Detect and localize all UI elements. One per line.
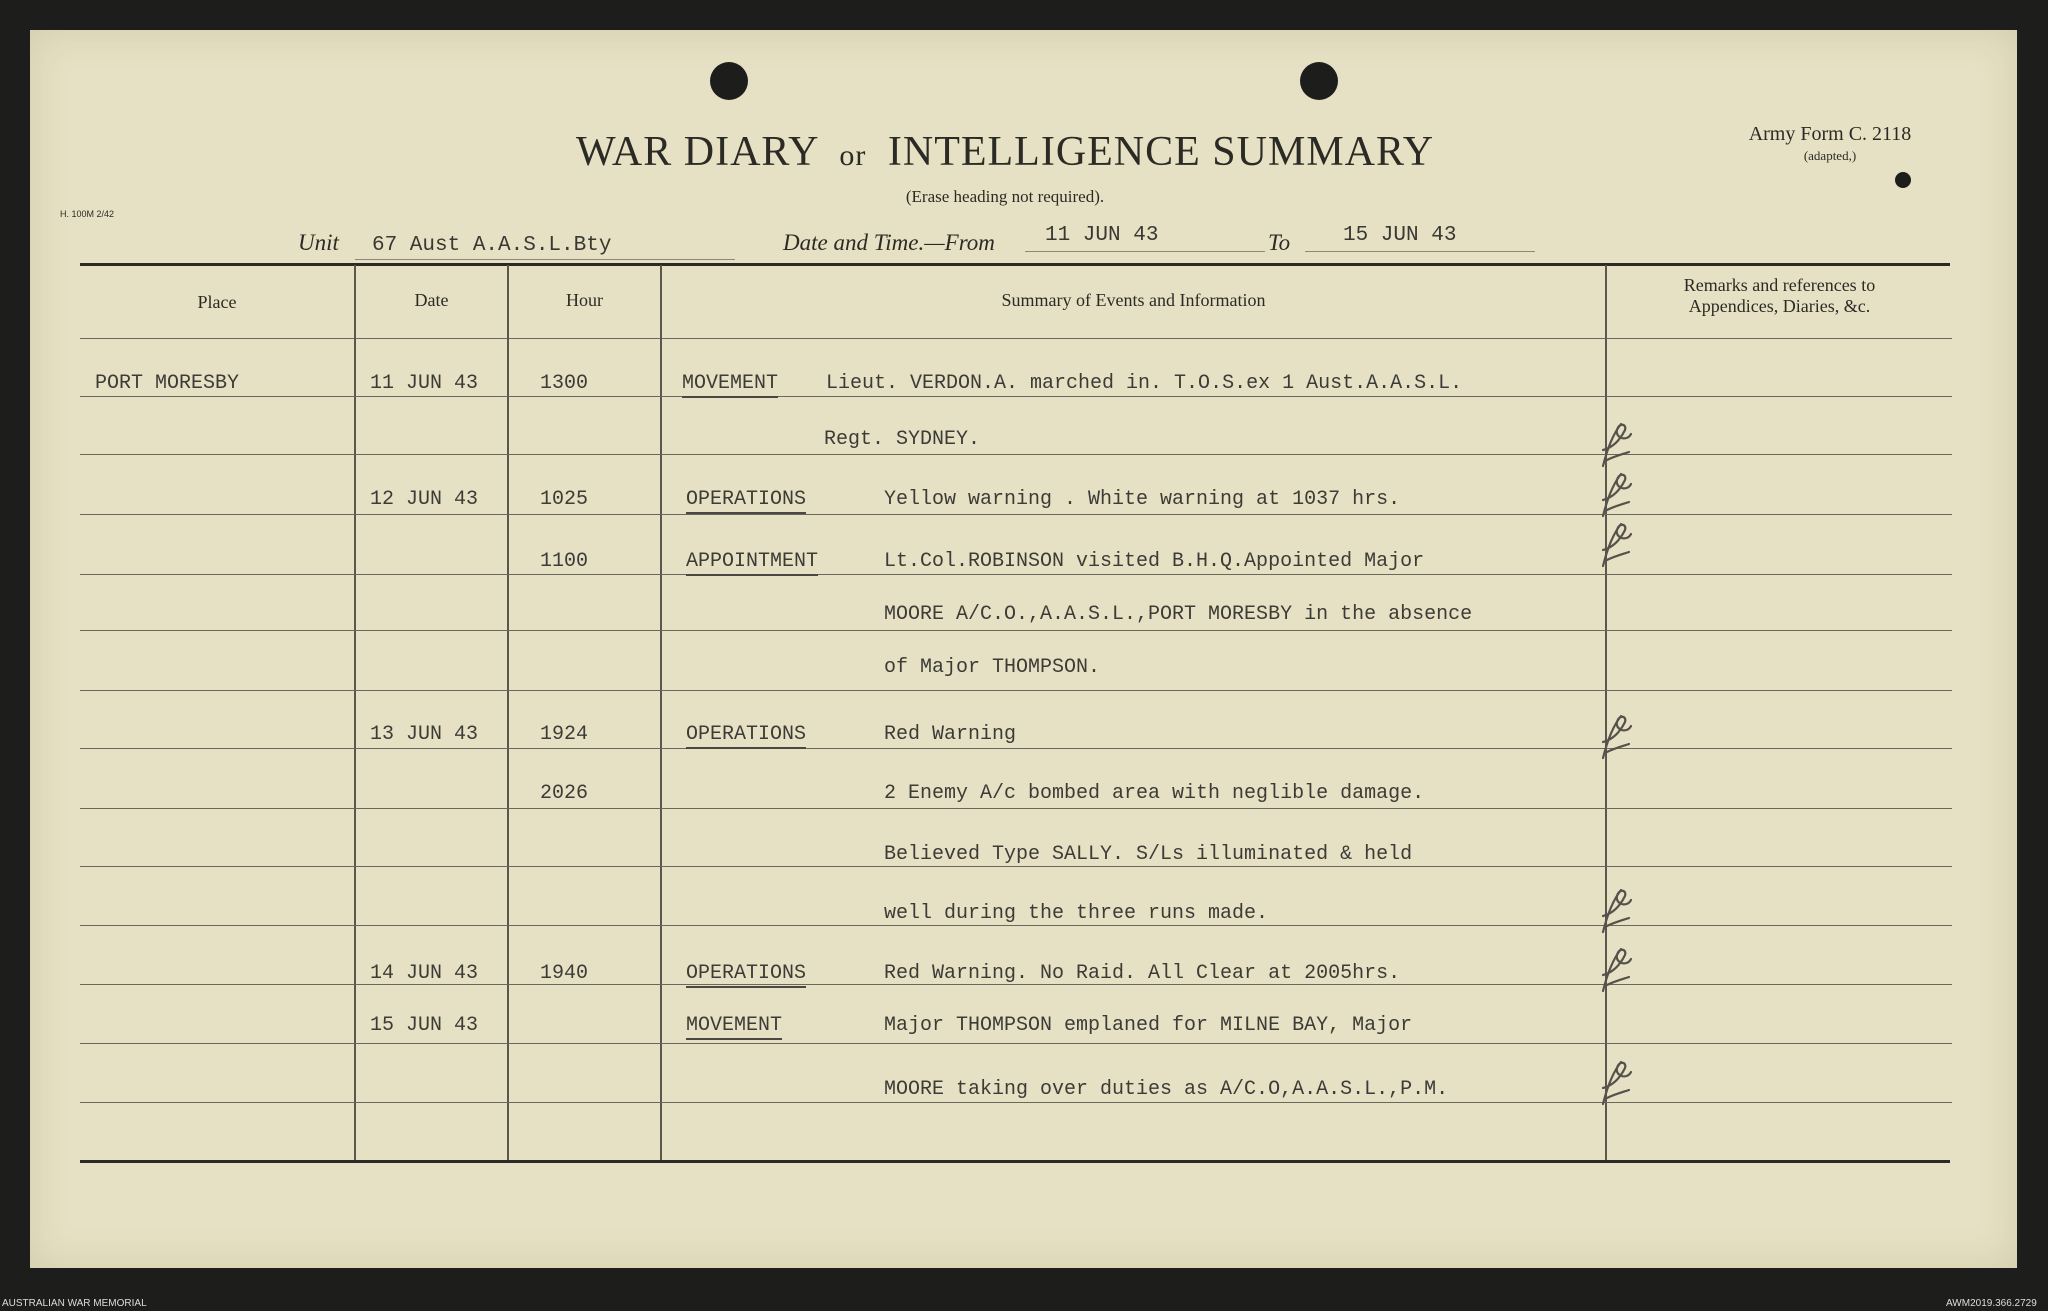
unit-value: 67 Aust A.A.S.L.Bty (372, 234, 612, 257)
column-header-remarks (1607, 275, 1952, 317)
entry-heading-text: APPOINTMENT (686, 550, 818, 576)
entry-date: 14 JUN 43 (370, 962, 479, 985)
title-intelligence-summary: INTELLIGENCE SUMMARY (887, 129, 1435, 175)
handwritten-initials (1597, 470, 1637, 520)
entry-hour: 1940 (540, 962, 589, 985)
entry-heading-text: OPERATIONS (686, 488, 806, 514)
unit-underline (355, 259, 735, 260)
date-to-label: To (1268, 230, 1291, 255)
row-rule (80, 514, 1952, 515)
entry-heading (686, 1014, 782, 1037)
entry-text: well during the three runs made. (884, 902, 1269, 925)
entry-text: Regt. SYDNEY. (824, 428, 981, 451)
army-form-note: (adapted,) (1803, 148, 1857, 163)
row-rule (80, 690, 1952, 691)
header-bottom-rule (80, 338, 1952, 339)
row-rule (80, 925, 1952, 926)
row-rule (80, 748, 1952, 749)
entry-heading (686, 488, 806, 511)
column-header-place: Place (197, 292, 237, 312)
handwritten-initials (1597, 886, 1637, 936)
date-from-label: Date and Time.—From (783, 230, 995, 255)
column-divider-date (507, 265, 509, 1160)
entry-date: 13 JUN 43 (370, 723, 479, 746)
army-form-label: Army Form C. 2118 (1748, 123, 1912, 145)
handwritten-initials (1597, 520, 1637, 570)
row-rule (80, 454, 1952, 455)
row-rule (80, 1043, 1952, 1044)
footer-reference: AWM2019.366.2729 (1946, 1298, 2037, 1309)
entry-hour: 1924 (540, 723, 589, 746)
entry-hour: 1100 (540, 550, 589, 573)
army-form-number (1735, 123, 1925, 167)
handwritten-initials (1597, 945, 1637, 995)
print-code: H. 100M 2/42 (60, 209, 115, 219)
entry-text: Yellow warning . White warning at 1037 hrs. (884, 488, 1401, 511)
entry-heading-text: MOVEMENT (686, 1014, 782, 1040)
column-header-summary: Summary of Events and Information (1001, 290, 1266, 310)
entry-date: 12 JUN 43 (370, 488, 479, 511)
title-or: or (839, 139, 867, 172)
row-rule (80, 574, 1952, 575)
row-rule (80, 808, 1952, 809)
title-war-diary: WAR DIARY (575, 129, 818, 175)
form-subtitle: (Erase heading not required). (905, 187, 1105, 206)
entry-heading-text: OPERATIONS (686, 962, 806, 988)
date-from-underline (1025, 251, 1265, 252)
unit-label: Unit (298, 230, 339, 255)
entry-place: PORT MORESBY (95, 372, 240, 395)
column-header-date: Date (414, 290, 449, 310)
entry-heading (686, 962, 806, 985)
remarks-header-line2: Appendices, Diaries, &c. (1688, 296, 1871, 316)
date-to-value: 15 JUN 43 (1343, 224, 1457, 247)
entry-hour: 1300 (540, 372, 589, 395)
entry-heading (686, 550, 818, 573)
entry-heading-text: OPERATIONS (686, 723, 806, 749)
table-bottom-rule (80, 1160, 1950, 1163)
form-title (545, 128, 1465, 176)
table-top-rule (80, 263, 1950, 266)
entry-text: Major THOMPSON emplaned for MILNE BAY, Major (884, 1014, 1413, 1037)
entry-hour: 1025 (540, 488, 589, 511)
row-rule (80, 396, 1952, 397)
footer-credit: AUSTRALIAN WAR MEMORIAL (2, 1298, 147, 1309)
handwritten-initials (1597, 712, 1637, 762)
entry-heading (686, 723, 806, 746)
remarks-header-line1: Remarks and references to (1683, 275, 1876, 295)
entry-heading (682, 372, 778, 395)
row-rule (80, 866, 1952, 867)
column-header-hour: Hour (566, 290, 603, 310)
punch-hole-left (710, 62, 748, 100)
entry-heading-text: MOVEMENT (682, 372, 778, 398)
entry-text: Red Warning. No Raid. All Clear at 2005hrs. (884, 962, 1401, 985)
entry-text: MOORE A/C.O.,A.A.S.L.,PORT MORESBY in the absence (884, 603, 1473, 626)
punch-hole-small (1895, 172, 1911, 188)
entry-text: 2 Enemy A/c bombed area with neglible damage. (884, 782, 1425, 805)
entry-text: Believed Type SALLY. S/Ls illuminated & held (884, 843, 1413, 866)
entry-text: Lieut. VERDON.A. marched in. T.O.S.ex 1 Aust.A.A.S.L. (826, 372, 1463, 395)
entry-date: 11 JUN 43 (370, 372, 479, 395)
row-rule (80, 1102, 1952, 1103)
entry-text: Lt.Col.ROBINSON visited B.H.Q.Appointed Major (884, 550, 1425, 573)
handwritten-initials (1597, 420, 1637, 470)
column-divider-place (354, 265, 356, 1160)
date-to-underline (1305, 251, 1535, 252)
entry-text: Red Warning (884, 723, 1017, 746)
date-from-value: 11 JUN 43 (1045, 224, 1159, 247)
row-rule (80, 630, 1952, 631)
punch-hole-right (1300, 62, 1338, 100)
entry-text: of Major THOMPSON. (884, 656, 1101, 679)
entry-hour: 2026 (540, 782, 589, 805)
entry-text: MOORE taking over duties as A/C.O,A.A.S.L.,P.M. (884, 1078, 1449, 1101)
handwritten-initials (1597, 1058, 1637, 1108)
entry-date: 15 JUN 43 (370, 1014, 479, 1037)
column-divider-hour (660, 265, 662, 1160)
